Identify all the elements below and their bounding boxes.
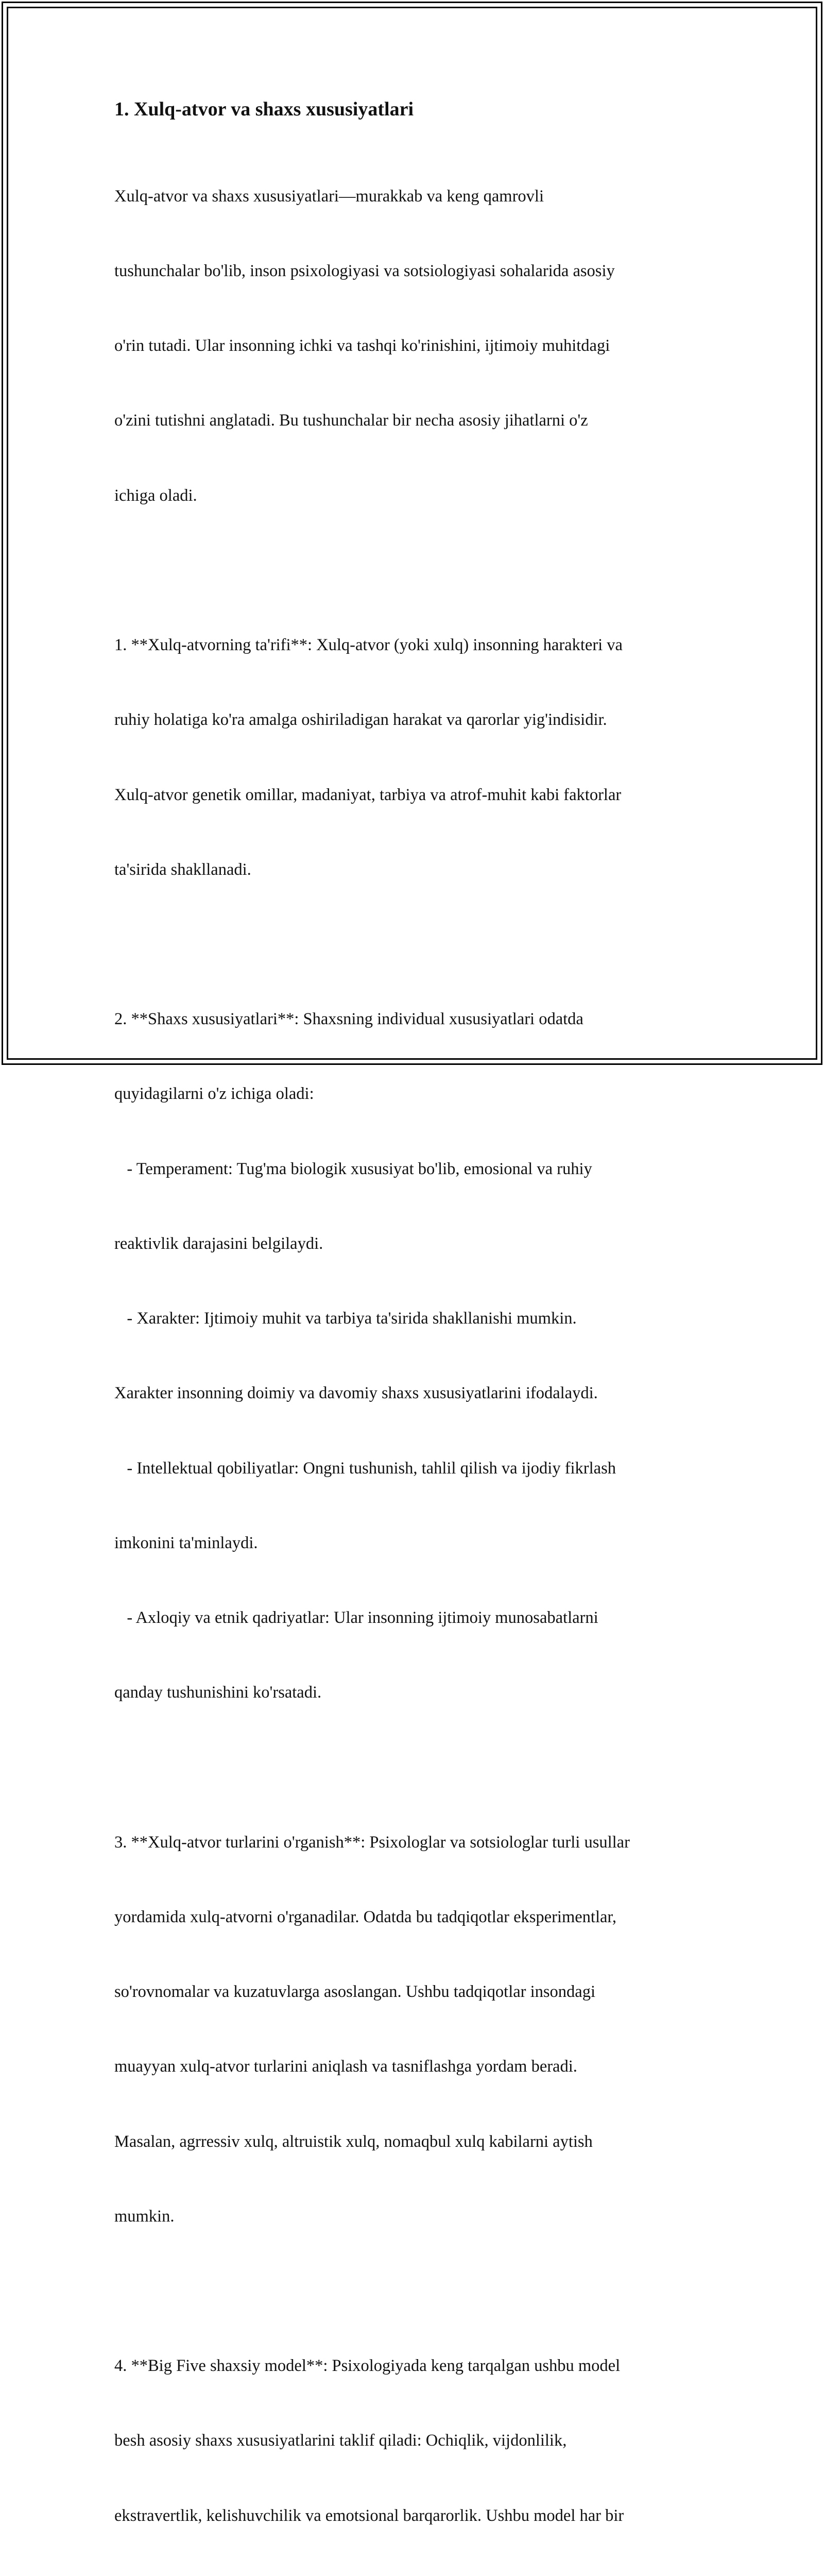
text-line: ichiga oladi. <box>114 486 197 505</box>
text-line: besh asosiy shaxs xususiyatlarini taklif qiladi: Ochiqlik, vijdonlilik, <box>114 2431 567 2450</box>
text-line: 3. **Xulq-atvor turlarini o'rganish**: Psixologlar va sotsiologlar turli usullar <box>114 1833 630 1852</box>
blank-line <box>114 558 712 583</box>
text-line: o'rin tutadi. Ular insonning ichki va tashqi ko'rinishini, ijtimoiy muhitdagi <box>114 336 610 355</box>
document-content <box>114 96 712 2576</box>
text-line: 1. **Xulq-atvorning ta'rifi**: Xulq-atvor (yoki xulq) insonning harakteri va <box>114 636 623 655</box>
text-line: - Temperament: Tug'ma biologik xususiyat bo'lib, emosional va ruhiy <box>114 1159 592 1178</box>
text-line: Masalan, agrressiv xulq, altruistik xulq, nomaqbul xulq kabilarni aytish <box>114 2132 593 2151</box>
text-line: muayyan xulq-atvor turlarini aniqlash va tasniflashga yordam beradi. <box>114 2057 577 2076</box>
document-body <box>114 134 712 2576</box>
text-line: reaktivlik darajasini belgilaydi. <box>114 1234 323 1253</box>
text-line: so'rovnomalar va kuzatuvlarga asoslangan. Ushbu tadqiqotlar insondagi <box>114 1982 595 2002</box>
text-line: 4. **Big Five shaxsiy model**: Psixologiyada keng tarqalgan ushbu model <box>114 2357 621 2376</box>
document-heading: 1. Xulq-atvor va shaxs xususiyatlari <box>114 98 414 120</box>
text-line: Xulq-atvor va shaxs xususiyatlari—murakkab va keng qamrovli <box>114 187 544 206</box>
blank-line <box>114 2279 712 2303</box>
text-line: Xulq-atvor genetik omillar, madaniyat, tarbiya va atrof-muhit kabi faktorlar <box>114 785 622 804</box>
text-line: ekstravertlik, kelishuvchilik va emotsional barqarorlik. Ushbu model har bir <box>114 2506 624 2525</box>
blank-line <box>114 1755 712 1780</box>
text-line: - Intellektual qobiliyatlar: Ongni tushunish, tahlil qilish va ijodiy fikrlash <box>114 1459 616 1478</box>
text-line: ta'sirida shakllanadi. <box>114 860 251 879</box>
text-line: o'zini tutishni anglatadi. Bu tushunchalar bir necha asosiy jihatlarni o'z <box>114 411 588 430</box>
text-line: quyidagilarni o'z ichiga oladi: <box>114 1084 314 1104</box>
text-line: ruhiy holatiga ko'ra amalga oshiriladigan harakat va qarorlar yig'indisidir. <box>114 710 607 730</box>
text-line: 2. **Shaxs xususiyatlari**: Shaxsning individual xususiyatlari odatda <box>114 1010 583 1029</box>
blank-line <box>114 932 712 957</box>
text-line: Xarakter insonning doimiy va davomiy shaxs xususiyatlarini ifodalaydi. <box>114 1384 598 1403</box>
text-line: - Xarakter: Ijtimoiy muhit va tarbiya ta'sirida shakllanishi mumkin. <box>114 1309 577 1328</box>
text-line: imkonini ta'minlaydi. <box>114 1533 258 1552</box>
text-line: yordamida xulq-atvorni o'rganadilar. Odatda bu tadqiqotlar eksperimentlar, <box>114 1907 617 1926</box>
text-line: - Axloqiy va etnik qadriyatlar: Ular insonning ijtimoiy munosabatlarni <box>114 1608 598 1627</box>
text-line: tushunchalar bo'lib, inson psixologiyasi va sotsiologiyasi sohalarida asosiy <box>114 262 615 281</box>
text-line: mumkin. <box>114 2207 175 2226</box>
text-line: qanday tushunishini ko'rsatadi. <box>114 1683 322 1702</box>
